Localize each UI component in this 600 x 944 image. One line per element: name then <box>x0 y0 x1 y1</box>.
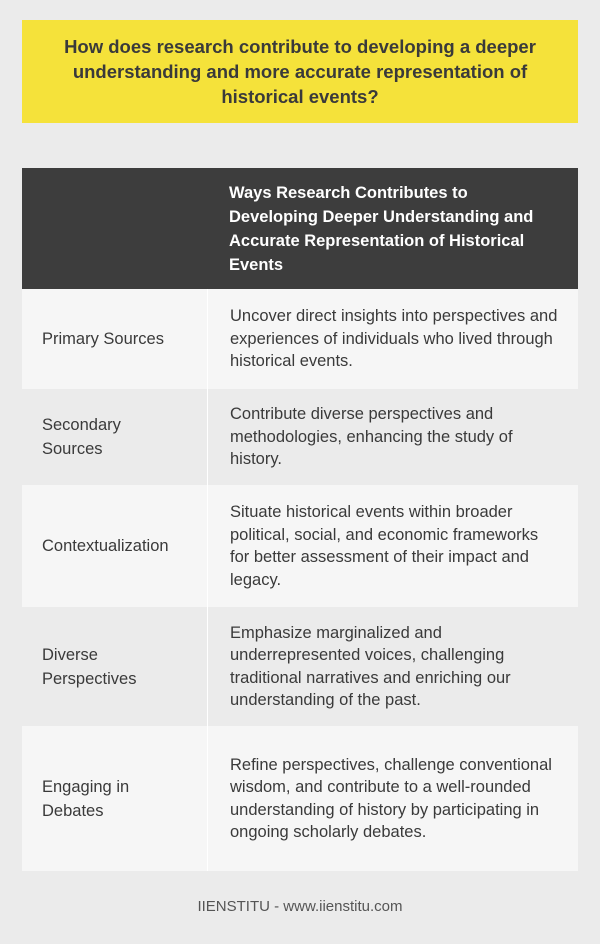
page-title: How does research contribute to developing a deeper understanding and more accurate representation of historical events? <box>64 36 536 107</box>
row-description: Contribute diverse perspectives and methodologies, enhancing the study of history. <box>207 389 578 485</box>
table-header-row <box>22 168 578 289</box>
table-row <box>22 607 578 726</box>
row-description: Refine perspectives, challenge conventional wisdom, and contribute to a well-rounded understanding of history by participating in ongoing scholarly debates. <box>207 726 578 871</box>
row-description: Situate historical events within broader political, social, and economic frameworks for better assessment of their impact and legacy. <box>207 485 578 607</box>
question-banner <box>22 20 578 123</box>
row-label: Contextualization <box>42 537 169 555</box>
table-row <box>22 389 578 485</box>
row-label: Engaging in Debates <box>42 777 130 820</box>
table-header-empty-cell <box>22 168 207 289</box>
row-label: Diverse Perspectives <box>42 645 137 688</box>
table-row <box>22 289 578 389</box>
table-row <box>22 485 578 607</box>
contribution-table <box>22 168 578 871</box>
table-row <box>22 726 578 871</box>
row-description: Emphasize marginalized and underrepresented voices, challenging traditional narratives and enriching our understanding of the past. <box>207 607 578 726</box>
footer-credit: IIENSTITU - www.iienstitu.com <box>197 898 403 915</box>
row-label: Secondary Sources <box>42 416 121 458</box>
row-description: Uncover direct insights into perspectives and experiences of individuals who lived through historical events. <box>207 289 578 389</box>
row-label: Primary Sources <box>42 330 164 348</box>
table-header-title: Ways Research Contributes to Developing Deeper Understanding and Accurate Representation of Historical Events <box>229 183 534 274</box>
